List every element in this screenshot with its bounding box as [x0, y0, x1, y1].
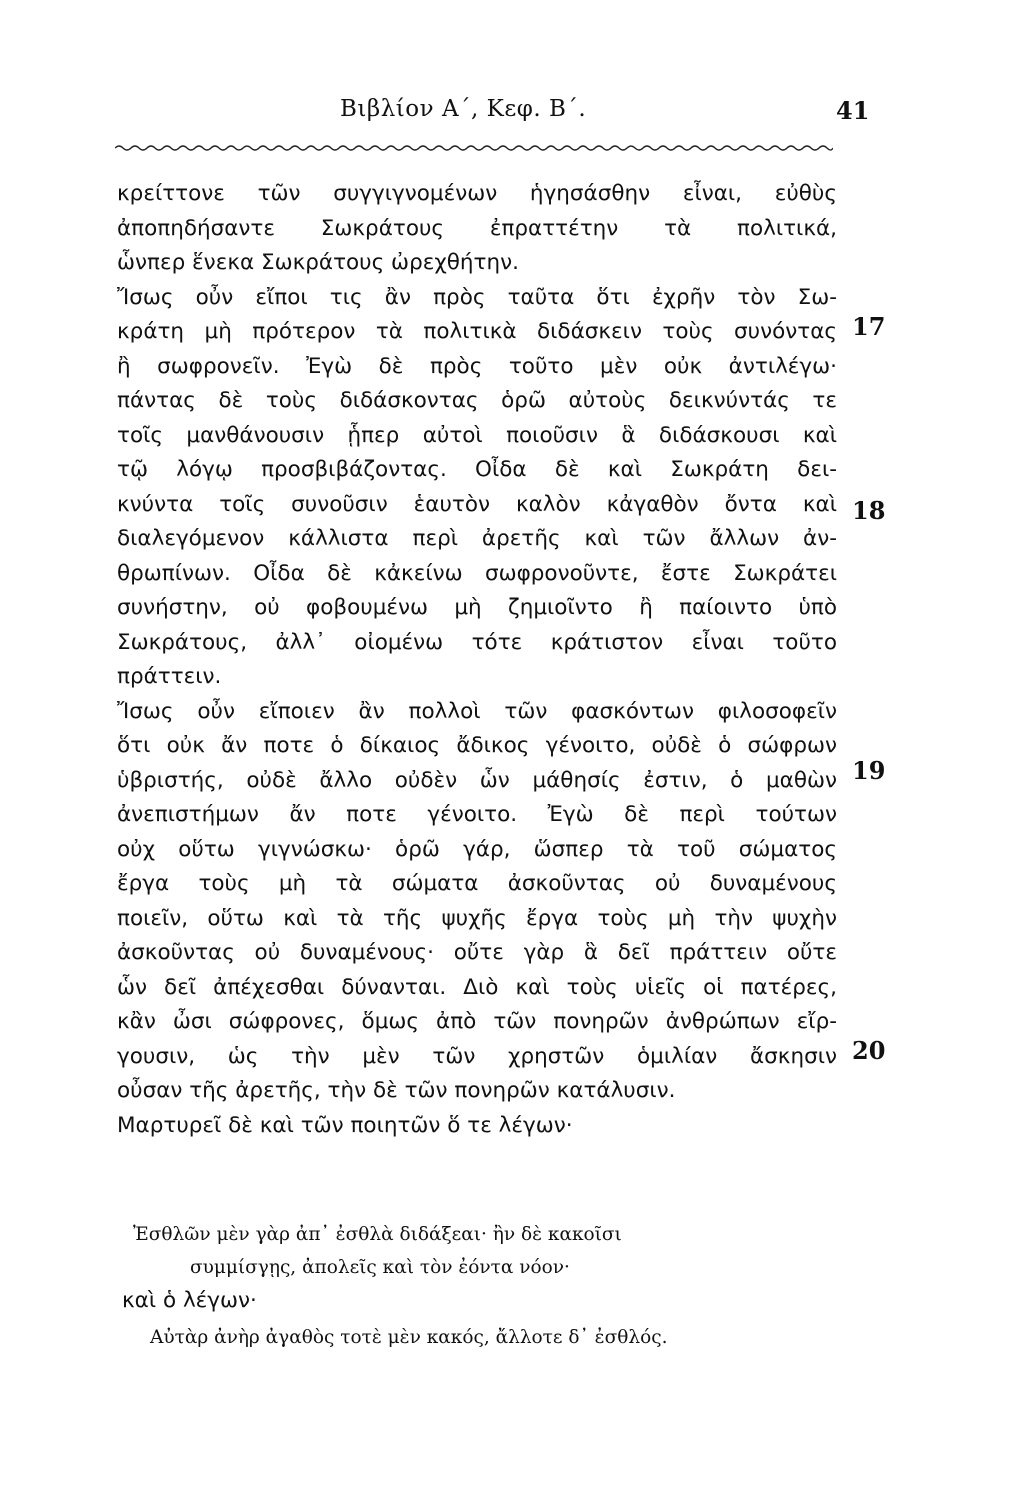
text-line: κἂν ὦσι σώφρονες, ὅμως ἀπὸ τῶν πονηρῶν ἀνθρώπων εἴρ- — [117, 1009, 837, 1034]
verse-line: Ἐσθλῶν μὲν γὰρ ἀπ᾽ ἐσθλὰ διδάξεαι· ἢν δὲ κακοῖσι — [133, 1224, 622, 1245]
text-line: κράτη μὴ πρότερον τὰ πολιτικὰ διδάσκειν τοὺς συνόντας — [117, 319, 837, 344]
section-number: 18 — [852, 496, 886, 525]
speaker-line: καὶ ὁ λέγων· — [122, 1288, 257, 1313]
running-head: Βιβλίον Α΄, Κεφ. Β΄. — [340, 96, 587, 122]
text-line: θρωπίνων. Οἶδα δὲ κἀκείνω σωφρονοῦντε, ἔστε Σωκράτει — [117, 560, 837, 586]
text-line: ἀσκοῦντας οὐ δυναμένους· οὔτε γὰρ ἃ δεῖ πράττειν οὔτε — [117, 940, 837, 965]
text-line: τῷ λόγῳ προσβιβάζοντας. Οἶδα δὲ καὶ Σωκράτη δει- — [117, 457, 837, 482]
section-number: 20 — [852, 1036, 886, 1065]
text-line: ἀνεπιστήμων ἄν ποτε γένοιτο. Ἐγὼ δὲ περὶ τούτων — [117, 802, 837, 827]
text-line: ὧν δεῖ ἀπέχεσθαι δύνανται. Διὸ καὶ τοὺς υἱεῖς οἱ πατέρες, — [117, 974, 837, 1000]
section-number: 19 — [852, 756, 886, 785]
text-line: οὖσαν τῆς ἀρετῆς, τὴν δὲ τῶν πονηρῶν κατάλυσιν. — [117, 1078, 676, 1103]
page-header — [0, 96, 1010, 136]
page-number: 41 — [836, 96, 870, 125]
text-line: Ἴσως οὖν εἴποιεν ἂν πολλοὶ τῶν φασκόντων φιλοσοφεῖν — [117, 698, 837, 724]
text-line: ἔργα τοὺς μὴ τὰ σώματα ἀσκοῦντας οὐ δυναμένους — [117, 871, 837, 896]
body-text — [117, 177, 837, 1143]
verse-line: Αὐτὰρ ἀνὴρ ἀγαθὸς τοτὲ μὲν κακός, ἄλλοτε δ᾽ ἐσθλός. — [150, 1327, 668, 1348]
text-line: ἢ σωφρονεῖν. Ἐγὼ δὲ πρὸς τοῦτο μὲν οὐκ ἀντιλέγω· — [117, 353, 837, 379]
section-number: 17 — [852, 312, 886, 341]
text-line: πράττειν. — [117, 664, 222, 689]
text-line: κρείττονε τῶν συγγιγνομένων ἡγησάσθην εἶναι, εὐθὺς — [117, 181, 837, 206]
text-line: ποιεῖν, οὕτω καὶ τὰ τῆς ψυχῆς ἔργα τοὺς μὴ τὴν ψυχὴν — [117, 905, 837, 931]
text-line: γουσιν, ὡς τὴν μὲν τῶν χρηστῶν ὁμιλίαν ἄσκησιν — [117, 1043, 837, 1069]
text-line: πάντας δὲ τοὺς διδάσκοντας ὁρῶ αὐτοὺς δεικνύντάς τε — [117, 388, 837, 413]
text-line: διαλεγόμενον κάλλιστα περὶ ἀρετῆς καὶ τῶν ἄλλων ἀν- — [117, 526, 837, 551]
text-line: Μαρτυρεῖ δὲ καὶ τῶν ποιητῶν ὅ τε λέγων· — [117, 1112, 573, 1138]
text-line: κνύντα τοῖς συνοῦσιν ἑαυτὸν καλὸν κἀγαθὸν ὄντα καὶ — [117, 491, 837, 517]
text-line: Σωκράτους, ἀλλ᾽ οἰομένω τότε κράτιστον εἶναι τοῦτο — [117, 629, 837, 655]
verse-line: συμμίσγῃς, ἀπολεῖς καὶ τὸν ἐόντα νόον· — [190, 1257, 570, 1278]
text-line: οὐχ οὕτω γιγνώσκω· ὁρῶ γάρ, ὥσπερ τὰ τοῦ σώματος — [117, 836, 837, 862]
text-line: Ἴσως οὖν εἴποι τις ἂν πρὸς ταῦτα ὅτι ἐχρῆν τὸν Σω- — [117, 284, 837, 310]
text-line: συνήστην, οὐ φοβουμένω μὴ ζημιοῖντο ἢ παίοιντο ὑπὸ — [117, 595, 837, 620]
header-rule — [115, 140, 833, 156]
text-line: ὧνπερ ἕνεκα Σωκράτους ὠρεχθήτην. — [117, 250, 519, 275]
text-line: ἀποπηδήσαντε Σωκράτους ἐπραττέτην τὰ πολιτικά, — [117, 215, 837, 241]
text-line: τοῖς μανθάνουσιν ᾗπερ αὐτοὶ ποιοῦσιν ἃ διδάσκουσι καὶ — [117, 422, 837, 448]
text-line: ὑβριστής, οὐδὲ ἄλλο οὐδὲν ὧν μάθησίς ἐστιν, ὁ μαθὼν — [117, 767, 837, 793]
text-line: ὅτι οὐκ ἄν ποτε ὁ δίκαιος ἄδικος γένοιτο, οὐδὲ ὁ σώφρων — [117, 733, 837, 758]
